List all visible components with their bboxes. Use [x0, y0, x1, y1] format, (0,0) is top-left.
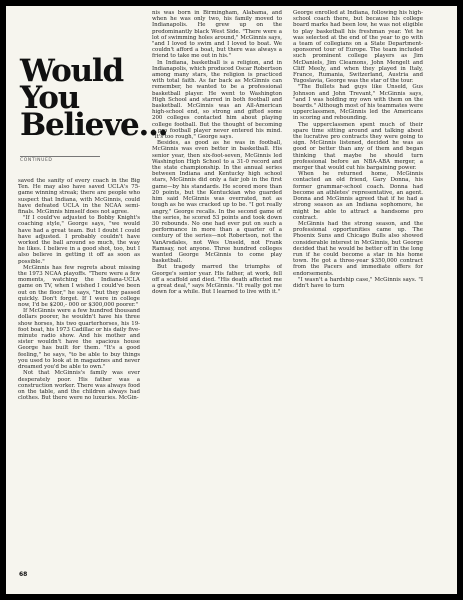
- paragraph: When he returned home, McGinnis contacted an old friend, Gary Donna, his former grammar-school coach. Donna had become an athletes' representative, an agent. Donna and McGinnis agreed that if he had a strong season as an Indiana sophomore, he might be able to attract a handsome pro contract.: [293, 171, 423, 221]
- paragraph: Besides, as good as he was in football, McGinnis was even better in basketball. His senior year, then six-foot-seven, McGinnis led Washington High School to a 31-0 record and the state championship. In the annual series between Indiana and Kentucky high school stars, McGinnis did only a fair job in the first game—by his standards. He scored more than 20 points, but the Kentuckian who guarded him said McGinnis was overrated, not as tough as he was cracked up to be. "I got really angry," George recalls. In the second game of the series, he scored 53 points and took down 30 rebounds. No one had ever put on such a performance in more than a quarter of a century of the series—not Robertson, not the VanArsdales, not Wes Unseld, not Frank Ramsay, not anyone. Three hundred colleges wanted George McGinnis to come play basketball.: [152, 140, 282, 265]
- paragraph: But tragedy marred the triumphs of George's senior year. His father, at work, fell off a scaffold and died. "His death affected me a great deal," says McGinnis. "It really got me down for a while. But I learned to live with it.": [152, 264, 282, 296]
- magazine-page: [6, 6, 457, 594]
- paragraph: In Indiana, basketball is a religion, and in Indianapolis, which produced Oscar Robertson among many stars, the religion is practiced with total faith. As far back as McGinnis can remember, he wanted to be a professional basketball player. He went to Washington High School and starred in both football and basketball. McGinnis was an All-American high-school end, so strong and gifted some 200 colleges contacted him about playing college football. But the thought of becoming a pro football player never entered his mind. "It's too rough," George says.: [152, 59, 282, 141]
- paragraph: McGinnis had the strong season, and the professional opportunities came up. The Phoenix Suns and Chicago Bulls also showed considerable interest in McGinnis, but George decided that he would be better off in the long run if he could become a star in his home town. He got a three-year $350,000 contract from the Pacers and immediate offers for endorsements.: [293, 220, 423, 277]
- paragraph: saved the sanity of every coach in the Big Ten. He may also have saved UCLA's 75-game winning streak; there are people who suspect that Indiana, with McGinnis, could have defeated UCLA in the NCAA semi-finals. McGinnis himself does not agree.: [18, 178, 140, 216]
- paragraph: Not that McGinnis's family was ever desperately poor. His father was a construction worker. There was always food on the table, and the children always had clothes. But there were no luxuries. McGin-: [18, 370, 140, 402]
- text-column-2: [152, 10, 282, 572]
- continued-label: CONTINUED: [20, 158, 53, 163]
- title-line-3: Believe...: [20, 107, 168, 143]
- title-line-2: You: [20, 80, 80, 116]
- page-number: 68: [19, 571, 28, 578]
- paragraph: If McGinnis were a few hundred thousand dollars poorer, he wouldn't have his three show horses, his two quarterhorses, his 19-foot boat, his 1973 Cadillac or his daily five-minute radio show. And his mother and sister wouldn't have the spacious house George has built for them. "It's a good feeling," he says, "to be able to buy things you used to look at in magazines and never dreamed you'd be able to own.": [18, 308, 140, 371]
- paragraph: "The Bullets had guys like Unseld, Gus Johnson and John Trevant," McGinnis says, "and I was holding my own with them on the boards." Although most of his teammates were upperclassmen, McGinnis led the Americans in scoring and rebounding.: [293, 84, 423, 122]
- paragraph: "If I could've adjusted to Bobby Knight's coaching style," George says, "we would have had a great team. But I doubt I could have adjusted. I probably couldn't have worked the ball around so much, the way he likes. I believe in a good shot, too, but I also believe in getting it off as soon as possible.": [18, 215, 140, 265]
- paragraph: The upperclassmen spent much of their spare time sitting around and talking about the lucrative pro contracts they were going to sign. McGinnis listened, decided he was as good or better than any of them and began thinking that maybe he should turn professional before an NBA-ABA merger, a merger that would cut his bargaining power.: [293, 121, 423, 172]
- paragraph: George enrolled at Indiana, following his high-school coach there, but because his college board marks had been low, he was not eligible to play basketball his freshman year. Yet he was selected at the end of the year to go with a team of collegians on a State Department-sponsored tour of Europe. The team included such prominent college players as Jim McDaniels, Jim Cleamons, John Mengelt and Cliff Meely, and when they played in Italy, France, Rumania, Switzerland, Austria and Yugoslavia, George was the star of the tour.: [293, 10, 423, 85]
- article-title: [20, 53, 168, 143]
- paragraph: "I wasn't a hardship case," McGinnis says. "I didn't have to turn: [293, 276, 423, 289]
- paragraph: McGinnis has few regrets about missing the 1973 NCAA playoffs. "There were a few moments, watching the Indiana-UCLA game on TV, when I wished I could've been out on the floor," he says, "but they passed quickly. Don't forget. If I were in college now, I'd be $200,- 000 or $300,000 poorer.": [18, 264, 140, 309]
- title-line-1: Would: [20, 53, 123, 89]
- text-column-1: [18, 178, 140, 574]
- paragraph: nis was born in Birmingham, Alabama, and when he was only two, his family moved to Indianapolis. He grew up on the predominantly black West Side. "There were a lot of swimming holes around," McGinnis says, "and I loved to swim and I loved to boat. We couldn't afford a boat, but there was always a friend to take me out in his.": [152, 10, 282, 60]
- text-column-3: [293, 10, 423, 572]
- title-rule: [20, 156, 100, 157]
